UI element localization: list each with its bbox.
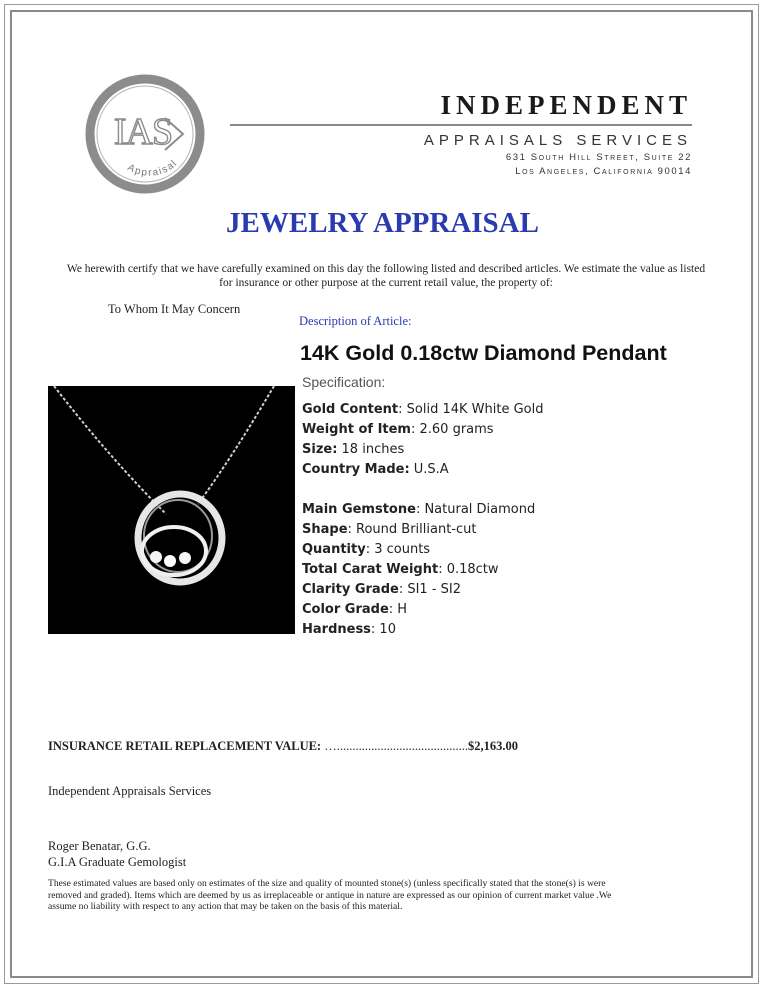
ias-logo xyxy=(83,72,207,196)
header-rule xyxy=(230,124,692,126)
certification-text: We herewith certify that we have carefully examined on this day the following listed and described articles. We estimate the value as listed for insurance or other purpose at the current retail value, the property of: xyxy=(66,263,706,289)
disclaimer: These estimated values are based only on estimates of the size and quality of mounted stone(s) (unless specifically stated that the stone(s) is were removed and graded). Items which are deemed by us as irreplaceable or antique in nature are expressed as our opinion of current market value .We assume no liability with respect to any action that may be taken on the basis of this material. xyxy=(48,878,612,912)
document-title: JEWELRY APPRAISAL xyxy=(226,207,539,239)
spec-hardness: Hardness: 10 xyxy=(302,621,396,637)
logo-letters: IAS xyxy=(113,111,173,153)
spec-weight: Weight of Item: 2.60 grams xyxy=(302,422,494,437)
value-amount: $2,163.00 xyxy=(467,739,518,753)
pendant-photo xyxy=(48,386,295,634)
logo-ring-text: Appraisal xyxy=(125,157,181,179)
item-title: 14K Gold 0.18ctw Diamond Pendant xyxy=(300,341,667,365)
signer-block xyxy=(48,838,186,870)
specifications-list xyxy=(302,400,543,640)
spec-clarity: Clarity Grade: SI1 - SI2 xyxy=(302,581,462,597)
spec-main-gemstone: Main Gemstone: Natural Diamond xyxy=(302,501,536,517)
spec-shape: Shape: Round Brilliant-cut xyxy=(302,521,477,537)
spec-gold-content: Gold Content: Solid 14K White Gold xyxy=(302,402,544,417)
specification-label: Specification: xyxy=(302,374,386,390)
spec-quantity: Quantity: 3 counts xyxy=(302,541,431,557)
spec-total-carat: Total Carat Weight: 0.18ctw xyxy=(302,561,499,577)
insurance-value-line xyxy=(48,739,518,754)
company-name: INDEPENDENT xyxy=(440,90,692,120)
company-address-line1: 631 South Hill Street, Suite 22 xyxy=(505,152,692,163)
recipient: To Whom It May Concern xyxy=(108,302,241,316)
value-label: INSURANCE RETAIL REPLACEMENT VALUE: xyxy=(48,739,322,753)
spec-country: Country Made: U.S.A xyxy=(302,462,449,477)
company-address-line2: Los Angeles, California 90014 xyxy=(515,166,692,177)
value-dots: ….......................................... xyxy=(321,739,468,753)
signer-title: G.I.A Graduate Gemologist xyxy=(48,855,187,869)
footer-company: Independent Appraisals Services xyxy=(48,784,212,798)
company-header xyxy=(230,90,692,177)
spec-size: Size: 18 inches xyxy=(302,442,405,457)
spec-color: Color Grade: H xyxy=(302,601,408,617)
signer-name: Roger Benatar, G.G. xyxy=(48,839,151,853)
company-subtitle: APPRAISALS SERVICES xyxy=(423,132,692,149)
description-label: Description of Article: xyxy=(299,314,412,328)
